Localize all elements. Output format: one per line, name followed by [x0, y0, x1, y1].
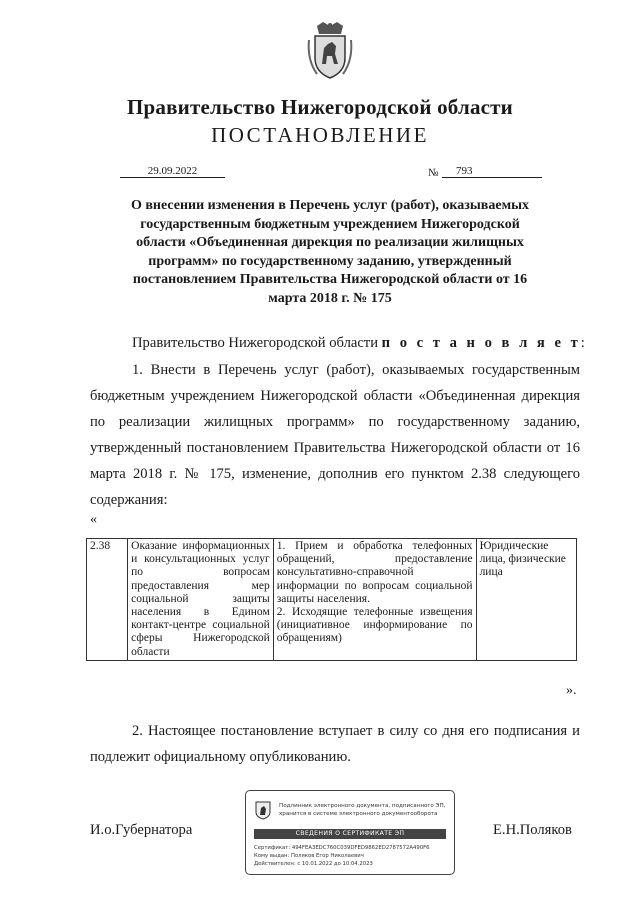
table-row: [87, 539, 577, 661]
e-signature-stamp: [245, 790, 455, 875]
number-label: №: [428, 167, 439, 179]
decree-date: 29.09.2022: [120, 165, 225, 178]
paragraph-1: 1. Внести в Перечень услуг (работ), оказываемых государственным бюджетным учреждением Нижегородской области «Объединенная дирекция по реализации жилищных программ» по государственному заданию, утвержденный постановлением Правительства Нижегородской области от 16 марта 2018 г. № 175, изменение, дополнив его пунктом 2.38 следующего содержания:: [90, 362, 580, 508]
stamp-issued-to: Кому выдан: Поляков Егор Николаевич: [254, 853, 364, 859]
decree-number: 793: [442, 165, 542, 178]
cell-consumers: Юридические лица, физические лица: [476, 539, 576, 661]
work-item-1: 1. Прием и обработка телефонных обращений, предоставление консультативно-справочной информации по вопросам социальной защиты населения.: [276, 540, 473, 605]
stamp-note: Подлинник электронного документа, подписанного ЭП, хранится в системе электронного документооборота: [279, 803, 446, 817]
cell-service: Оказание информационных и консультационных услуг по вопросам предоставления мер социальной защиты населения в Едином контакт-центре социальной сферы Нижегородской области: [128, 539, 274, 661]
stamp-certificate-header: СВЕДЕНИЯ О СЕРТИФИКАТЕ ЭП: [254, 829, 446, 839]
signer-name: Е.Н.Поляков: [493, 822, 572, 838]
government-title: Правительство Нижегородской области: [127, 95, 513, 119]
signer-position: И.о.Губернатора: [90, 822, 193, 838]
work-item-2: 2. Исходящие телефонные извещения (инициативное информирование по обращениям): [276, 606, 473, 645]
intro-spaced-verb: п о с т а н о в л я е т: [381, 335, 581, 351]
intro-lead: Правительство Нижегородской области: [132, 335, 382, 351]
region-emblem-icon: [255, 800, 271, 820]
services-table: [86, 538, 577, 661]
coat-of-arms-icon: [305, 20, 355, 82]
document-type: ПОСТАНОВЛЕНИЕ: [211, 123, 429, 147]
intro-paragraph: [132, 330, 585, 356]
intro-colon: :: [580, 335, 585, 351]
decree-subject: О внесении изменения в Перечень услуг (работ), оказываемых государственным бюджетным учреждением Нижегородской области «Объединенная дирекция по реализации жилищных программ» по государственному заданию, утвержденный постановлением Правительства Нижегородской области от 16 марта 2018 г. № 175: [130, 198, 530, 306]
paragraph-2: 2. Настоящее постановление вступает в силу со дня его подписания и подлежит официальному опубликованию.: [90, 723, 580, 765]
cell-number: 2.38: [87, 539, 128, 661]
quote-open: «: [90, 512, 97, 527]
quote-close: ».: [566, 683, 577, 698]
stamp-validity: Действителен: с 10.01.2022 до 10.04.2023: [254, 861, 373, 867]
stamp-cert-id: Сертификат: 494FEA3EDC760C039DFED9862ED2787572A490F6: [254, 845, 430, 851]
cell-works: [273, 539, 476, 661]
stamp-certificate-info: [254, 844, 449, 868]
